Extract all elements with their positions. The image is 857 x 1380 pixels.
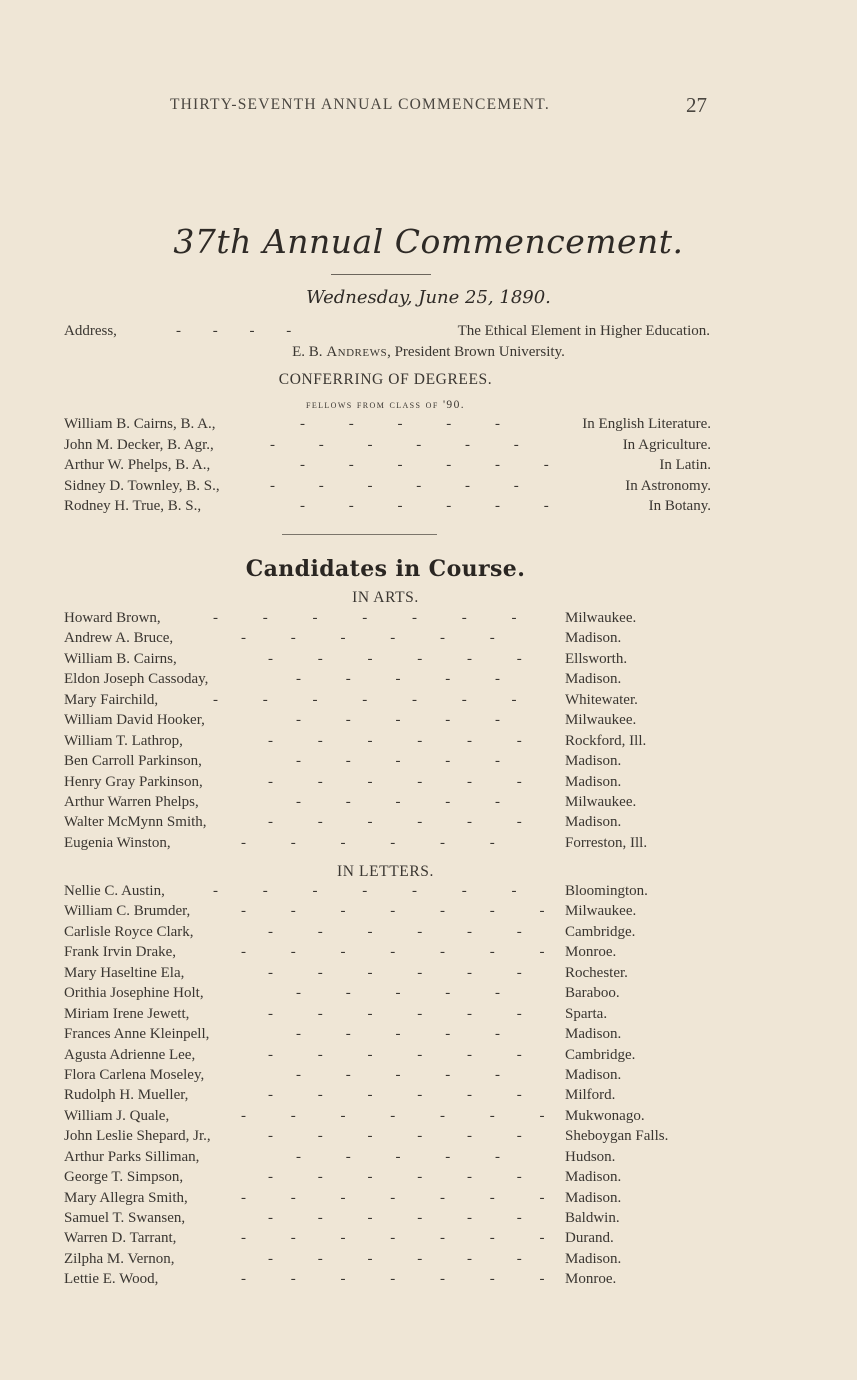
leader-dots: - - - - - [296,1066,521,1083]
candidate-name: Frank Irvin Drake, [64,944,177,961]
fellow-field: In Agriculture. [622,436,711,453]
list-item [64,1026,704,1046]
list-item [64,883,704,903]
list-item [64,1067,704,1087]
fellow-name: Arthur W. Phelps, B. A., [64,457,211,473]
fellow-name: John M. Decker, B. Agr., [64,436,214,453]
leader-dots: - - - - - - [268,1128,543,1145]
list-item [64,651,704,671]
list-item [64,671,704,691]
candidate-name: Howard Brown, [64,610,161,626]
fellows-list [64,416,711,519]
fellow-row [64,478,711,499]
fellow-row [64,457,711,478]
candidate-hometown: Madison. [565,671,622,688]
fellow-name: Rodney H. True, B. S., [64,498,202,514]
leader-dots: - - - - - [296,1148,521,1165]
fellow-field: In English Literature. [582,416,711,432]
candidate-name: Carlisle Royce Clark, [64,923,194,940]
leader-dots: - - - - - [296,985,521,1002]
candidate-name: William J. Quale, [64,1107,170,1124]
leader-dots: - - - - - [296,671,521,688]
candidate-name: Mary Haseltine Ela, [64,964,185,981]
candidate-name: Warren D. Tarrant, [64,1230,177,1247]
list-item [64,1190,704,1210]
fellow-leader: - - - - - - [300,457,569,473]
leader-dots: - - - - - - - [241,944,565,961]
leader-dots: - - - - - - [268,773,543,790]
list-item [64,835,704,855]
fellow-row [64,416,711,437]
list-item [64,753,704,773]
candidate-hometown: Rochester. [565,964,628,981]
list-item [64,1271,704,1291]
list-item [64,610,704,630]
candidate-name: Samuel T. Swansen, [64,1210,186,1226]
candidate-name: William T. Lathrop, [64,732,183,749]
candidate-name: William B. Cairns, [64,650,177,667]
candidate-name: Zilpha M. Vernon, [64,1250,175,1267]
page-title: 37th Annual Commencement. [173,222,684,261]
speaker-title: , President Brown University. [387,344,565,360]
candidate-hometown: Monroe. [565,944,617,961]
title-rule [331,274,431,275]
candidate-name: Nellie C. Austin, [64,883,165,899]
fellow-field: In Botany. [648,498,711,514]
candidate-name: Rudolph H. Mueller, [64,1087,189,1104]
leader-dots: - - - - - - - [241,1230,565,1247]
list-item [64,944,704,964]
candidate-hometown: Sheboygan Falls. [565,1128,669,1145]
leader-dots: - - - - - - [241,834,516,851]
candidate-name: George T. Simpson, [64,1169,184,1186]
leader-dots: - - - - - - - [213,883,537,899]
candidate-name: Orithia Josephine Holt, [64,985,204,1002]
candidate-hometown: Madison. [565,753,622,770]
candidate-hometown: Baraboo. [565,985,620,1002]
list-item [64,692,704,712]
fellow-row [64,437,711,458]
candidate-hometown: Rockford, Ill. [565,732,647,749]
leader-dots: - - - - - - [268,814,543,831]
speaker-initials: E. B. [292,344,323,360]
address-row [64,323,710,343]
candidate-hometown: Cambridge. [565,1046,636,1063]
candidate-name: John Leslie Shepard, Jr., [64,1128,211,1145]
candidate-hometown: Madison. [565,773,622,790]
candidate-name: Eugenia Winston, [64,834,171,851]
candidate-name: Ben Carroll Parkinson, [64,753,202,770]
leader-dots: - - - - - - [268,1046,543,1063]
leader-dots: - - - - - [296,1026,521,1043]
list-item [64,1087,704,1107]
candidate-name: Mary Allegra Smith, [64,1189,188,1206]
address-label: Address, [64,323,117,339]
section-divider [282,534,437,535]
candidate-name: Flora Carlena Moseley, [64,1066,205,1083]
candidate-hometown: Cambridge. [565,923,636,940]
letters-list [64,883,704,1292]
list-item [64,1251,704,1271]
leader-dots: - - - - - - [268,923,543,940]
list-item [64,1108,704,1128]
list-item [64,794,704,814]
leader-dots: - - - - - - [268,650,543,667]
list-item [64,985,704,1005]
list-item [64,1230,704,1250]
letters-heading: IN LETTERS. [336,863,434,880]
leader-dots: - - - - - [296,753,521,770]
arts-list [64,610,704,855]
address-topic: The Ethical Element in Higher Education. [457,323,710,339]
running-head [0,93,857,120]
list-item [64,733,704,753]
candidate-hometown: Monroe. [565,1271,617,1288]
candidates-heading: Candidates in Course. [245,556,526,582]
candidate-hometown: Ellsworth. [565,650,628,667]
leader-dots: - - - - - - - [241,903,565,920]
leader-dots: - - - - - - [268,1005,543,1022]
candidate-name: Henry Gray Parkinson, [64,773,203,790]
leader-dots: - - - - - - - [241,1271,565,1288]
candidate-hometown: Milwaukee. [565,712,637,729]
candidate-hometown: Madison. [565,1026,622,1043]
list-item [64,814,704,834]
running-head-title: THIRTY-SEVENTH ANNUAL COMMENCEMENT. [170,96,550,113]
candidate-hometown: Madison. [565,1169,622,1186]
fellows-heading: fellows from class of '90. [305,399,466,411]
leader-dots: - - - - - [296,712,521,729]
leader-dots: - - - - - - [241,630,516,647]
fellow-leader: - - - - - - [270,436,539,453]
candidate-hometown: Bloomington. [565,883,648,899]
candidate-name: Arthur Warren Phelps, [64,793,199,810]
candidate-name: Mary Fairchild, [64,691,159,708]
leader-dots: - - - - - - - [241,1189,565,1206]
candidate-hometown: Durand. [565,1230,614,1247]
list-item [64,924,704,944]
list-item [64,965,704,985]
candidate-hometown: Forreston, Ill. [565,834,648,851]
list-item [64,630,704,650]
candidate-name: William David Hooker, [64,712,205,729]
fellow-name: Sidney D. Townley, B. S., [64,477,220,494]
fellow-leader: - - - - - [300,416,520,432]
conferring-heading: CONFERRING OF DEGREES. [278,371,493,388]
leader-dots: - - - - - - [268,964,543,981]
leader-dots: - - - - - - [268,732,543,749]
fellow-field: In Latin. [659,457,711,473]
candidate-hometown: Milwaukee. [565,610,637,626]
list-item [64,1149,704,1169]
candidate-name: Arthur Parks Silliman, [64,1148,200,1165]
leader-dots: - - - - - - - [213,610,537,626]
commencement-date: Wednesday, June 25, 1890. [306,287,551,308]
list-item [64,1006,704,1026]
candidate-hometown: Milwaukee. [565,793,637,810]
candidate-name: Frances Anne Kleinpell, [64,1026,210,1043]
leader-dots: - - - - - - [268,1169,543,1186]
candidate-hometown: Madison. [565,1250,622,1267]
candidate-hometown: Madison. [565,630,622,647]
candidate-hometown: Madison. [565,1189,622,1206]
leader-dots: - - - - - - [268,1210,543,1226]
candidate-hometown: Whitewater. [565,691,638,708]
list-item [64,774,704,794]
candidate-hometown: Madison. [565,814,622,831]
candidate-hometown: Milford. [565,1087,616,1104]
candidate-name: Walter McMynn Smith, [64,814,207,831]
list-item [64,903,704,923]
candidate-hometown: Mukwonago. [565,1107,645,1124]
page-number: 27 [686,93,707,117]
candidate-hometown: Madison. [565,1066,622,1083]
candidate-name: Miriam Irene Jewett, [64,1005,190,1022]
candidate-name: Agusta Adrienne Lee, [64,1046,196,1063]
address-speaker [0,344,857,361]
fellow-name: William B. Cairns, B. A., [64,416,216,432]
candidate-hometown: Sparta. [565,1005,608,1022]
leader-dots: - - - - - - - [241,1107,565,1124]
speaker-name: Andrews [326,344,388,360]
list-item [64,1210,704,1230]
candidate-name: Eldon Joseph Cassoday, [64,671,209,688]
candidate-name: William C. Brumder, [64,903,191,920]
list-item [64,1047,704,1067]
fellow-leader: - - - - - - [300,498,569,514]
list-item [64,712,704,732]
leader-dots: - - - - - - - [213,691,537,708]
fellow-field: In Astronomy. [625,477,711,494]
candidate-hometown: Baldwin. [565,1210,620,1226]
address-leader: - - - - [176,323,306,339]
candidate-hometown: Hudson. [565,1148,616,1165]
list-item [64,1169,704,1189]
list-item [64,1128,704,1148]
leader-dots: - - - - - [296,793,521,810]
candidate-hometown: Milwaukee. [565,903,637,920]
fellow-leader: - - - - - - [270,477,539,494]
arts-heading: IN ARTS. [352,589,419,606]
candidate-name: Andrew A. Bruce, [64,630,174,647]
leader-dots: - - - - - - [268,1087,543,1104]
leader-dots: - - - - - - [268,1250,543,1267]
fellow-row [64,498,711,519]
candidate-name: Lettie E. Wood, [64,1271,159,1288]
